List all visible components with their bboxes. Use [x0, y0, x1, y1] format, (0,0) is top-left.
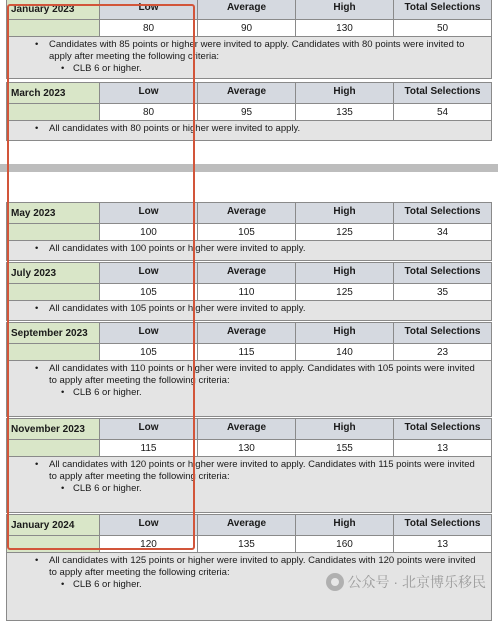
note-sub-bullet: • CLB 6 or higher. [7, 483, 491, 495]
column-header: High [296, 418, 394, 440]
score-cell: 105 [100, 344, 198, 361]
column-header: High [296, 202, 394, 224]
score-cell: 80 [100, 104, 198, 121]
column-header: High [296, 322, 394, 344]
score-cell: 35 [394, 284, 492, 301]
score-cell: 120 [100, 536, 198, 553]
column-header: Low [100, 0, 198, 20]
note-sub-bullet: • CLB 6 or higher. [7, 579, 491, 591]
column-header: Average [198, 262, 296, 284]
column-header: Total Selections [394, 322, 492, 344]
page-gap [0, 147, 498, 164]
note-bullet: • All candidates with 125 points or higher were invited to apply. Candidates with 120 points were invited to apply after meeting the following criteria: [7, 555, 491, 579]
month-cell-blank [6, 440, 100, 457]
note-sub-bullet: • CLB 6 or higher. [7, 387, 491, 399]
score-cell: 125 [296, 224, 394, 241]
draw-notes [6, 301, 492, 321]
table-row [6, 284, 492, 301]
column-header: Low [100, 322, 198, 344]
table-header-row [6, 202, 492, 224]
score-cell: 80 [100, 20, 198, 37]
score-cell: 13 [394, 440, 492, 457]
month-cell-blank [6, 536, 100, 553]
column-header: Low [100, 82, 198, 104]
table-header-row [6, 82, 492, 104]
table-row [6, 224, 492, 241]
score-cell: 115 [100, 440, 198, 457]
column-header: Total Selections [394, 514, 492, 536]
score-cell: 34 [394, 224, 492, 241]
score-cell: 100 [100, 224, 198, 241]
column-header: Average [198, 514, 296, 536]
note-bullet: • All candidates with 120 points or higher were invited to apply. Candidates with 115 points were invited to apply after meeting the following criteria: [7, 459, 491, 483]
table-row [6, 104, 492, 121]
column-header: Total Selections [394, 202, 492, 224]
table-row [6, 536, 492, 553]
note-bullet: • All candidates with 80 points or higher were invited to apply. [7, 123, 491, 135]
score-cell: 105 [198, 224, 296, 241]
table-header-row [6, 418, 492, 440]
note-bullet: • All candidates with 110 points or higher were invited to apply. Candidates with 105 points were invited to apply after meeting the following criteria: [7, 363, 491, 387]
draw-notes [6, 361, 492, 417]
column-header: Total Selections [394, 82, 492, 104]
draw-month: May 2023 [6, 202, 100, 224]
note-sub-bullet: • CLB 6 or higher. [7, 63, 491, 75]
month-cell-blank [6, 20, 100, 37]
score-cell: 13 [394, 536, 492, 553]
score-cell: 105 [100, 284, 198, 301]
table-row [6, 20, 492, 37]
score-cell: 130 [198, 440, 296, 457]
draw-notes [6, 121, 492, 141]
column-header: High [296, 514, 394, 536]
page-break-band [0, 164, 498, 172]
draw-month: July 2023 [6, 262, 100, 284]
watermark [326, 572, 486, 592]
column-header: Average [198, 0, 296, 20]
draw-month: September 2023 [6, 322, 100, 344]
month-cell-blank [6, 104, 100, 121]
draw-notes [6, 37, 492, 79]
draw-notes [6, 457, 492, 513]
column-header: Average [198, 202, 296, 224]
draw-month: January 2023 [6, 0, 100, 20]
table-header-row [6, 514, 492, 536]
column-header: High [296, 262, 394, 284]
score-cell: 135 [296, 104, 394, 121]
column-header: Low [100, 202, 198, 224]
score-cell: 110 [198, 284, 296, 301]
column-header: Average [198, 322, 296, 344]
table-row [6, 344, 492, 361]
score-cell: 54 [394, 104, 492, 121]
score-cell: 130 [296, 20, 394, 37]
score-cell: 155 [296, 440, 394, 457]
draw-month: January 2024 [6, 514, 100, 536]
month-cell-blank [6, 344, 100, 361]
draw-notes [6, 241, 492, 261]
watermark-text: 公众号 · 北京博乐移民 [347, 574, 486, 590]
table-header-row [6, 322, 492, 344]
note-bullet: • All candidates with 100 points or higher were invited to apply. [7, 243, 491, 255]
score-cell: 125 [296, 284, 394, 301]
column-header: Average [198, 418, 296, 440]
column-header: Total Selections [394, 262, 492, 284]
score-cell: 160 [296, 536, 394, 553]
score-cell: 50 [394, 20, 492, 37]
column-header: Total Selections [394, 418, 492, 440]
wechat-icon [326, 573, 344, 591]
column-header: High [296, 0, 394, 20]
score-cell: 23 [394, 344, 492, 361]
table-header-row [6, 262, 492, 284]
month-cell-blank [6, 224, 100, 241]
score-cell: 115 [198, 344, 296, 361]
score-cell: 140 [296, 344, 394, 361]
column-header: Low [100, 514, 198, 536]
month-cell-blank [6, 284, 100, 301]
draw-month: November 2023 [6, 418, 100, 440]
note-bullet: • All candidates with 105 points or higher were invited to apply. [7, 303, 491, 315]
score-cell: 95 [198, 104, 296, 121]
score-cell: 135 [198, 536, 296, 553]
table-row [6, 440, 492, 457]
note-bullet: • Candidates with 85 points or higher were invited to apply. Candidates with 80 points were invited to apply after meeting the following criteria: [7, 39, 491, 63]
column-header: Low [100, 262, 198, 284]
table-header-row [6, 0, 492, 20]
column-header: Total Selections [394, 0, 492, 20]
column-header: Average [198, 82, 296, 104]
score-cell: 90 [198, 20, 296, 37]
column-header: Low [100, 418, 198, 440]
draw-month: March 2023 [6, 82, 100, 104]
column-header: High [296, 82, 394, 104]
